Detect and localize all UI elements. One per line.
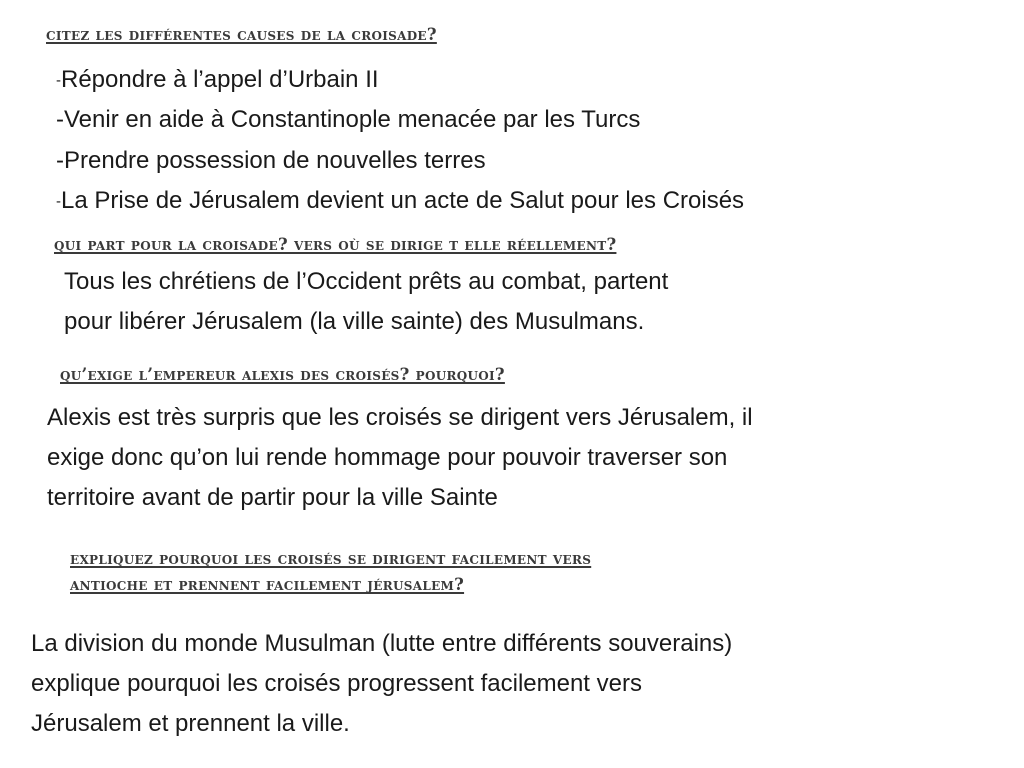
section3-line-3: territoire avant de partir pour la ville Sainte	[47, 484, 498, 511]
section3-answer	[47, 398, 753, 518]
cause-item-1-dash: -	[56, 72, 61, 89]
cause-item-3-text: -Prendre possession de nouvelles terres	[56, 147, 486, 174]
section4-line-1: La division du monde Musulman (lutte entre différents souverains)	[31, 630, 733, 657]
cause-item-4	[56, 181, 744, 222]
section3-heading: qu’exige l’empereur alexis des croisés? pourquoi?	[60, 365, 505, 384]
section2-answer	[64, 262, 668, 342]
cause-item-1	[56, 60, 379, 101]
section4-answer	[31, 624, 732, 744]
section4-heading-line-2: antioche et prennent facilement jérusalem?	[70, 575, 465, 594]
section4-heading-line-1: expliquez pourquoi les croisés se dirigent facilement vers	[70, 549, 592, 568]
cause-item-1-text: Répondre à l’appel d’Urbain II	[61, 66, 379, 93]
cause-item-4-dash: -	[56, 193, 61, 210]
section1-heading: citez les différentes causes de la croisade?	[46, 25, 437, 44]
section4-heading	[70, 546, 591, 598]
section2-heading: qui part pour la croisade? vers où se dirige t elle réellement?	[54, 235, 617, 254]
cause-item-2	[56, 100, 640, 140]
section3-line-2: exige donc qu’on lui rende hommage pour pouvoir traverser son	[47, 444, 728, 471]
section3-line-1: Alexis est très surpris que les croisés se dirigent vers Jérusalem, il	[47, 404, 753, 431]
cause-item-4-text: La Prise de Jérusalem devient un acte de Salut pour les Croisés	[61, 187, 745, 214]
cause-item-3	[56, 141, 486, 181]
section4-line-3: Jérusalem et prennent la ville.	[31, 710, 350, 737]
section2-line-2: pour libérer Jérusalem (la ville sainte) des Musulmans.	[64, 308, 645, 335]
cause-item-2-text: -Venir en aide à Constantinople menacée par les Turcs	[56, 106, 641, 133]
section2-line-1: Tous les chrétiens de l’Occident prêts au combat, partent	[64, 268, 669, 295]
section4-line-2: explique pourquoi les croisés progressent facilement vers	[31, 670, 642, 697]
